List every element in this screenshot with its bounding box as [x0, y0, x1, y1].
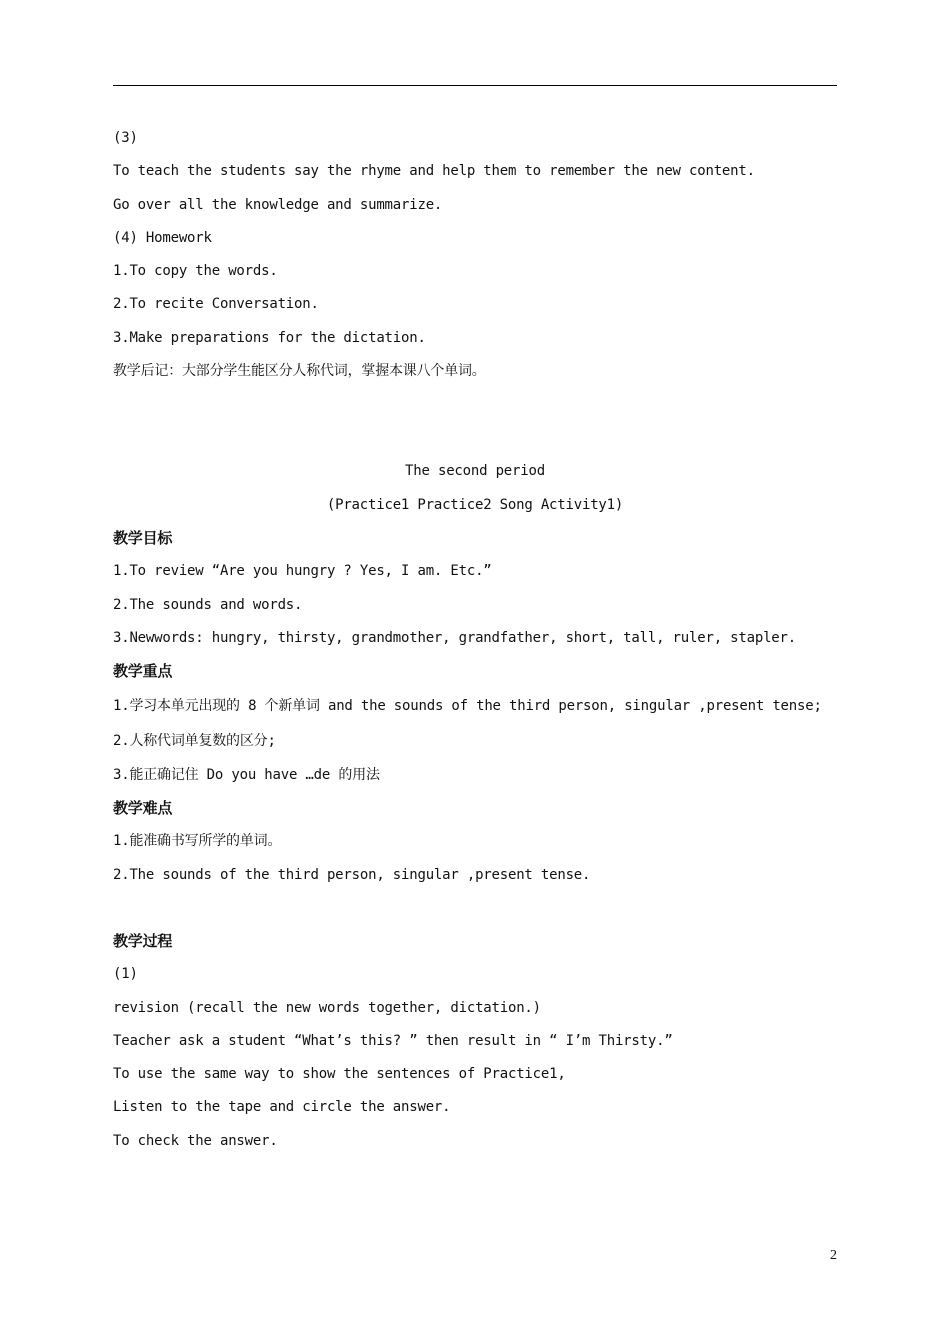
page-number: 2 — [830, 1248, 837, 1263]
text-line: (4) Homework — [113, 229, 212, 246]
text-line: To teach the students say the rhyme and help them to remember the new content. — [113, 163, 755, 180]
process-heading: 教学过程 — [113, 931, 173, 950]
document-body — [113, 122, 837, 1158]
key-point-item: 2.人称代词单复数的区分; — [113, 733, 276, 750]
process-item: (1) — [113, 966, 138, 983]
header-rule — [113, 85, 837, 86]
objectives-heading: 教学目标 — [113, 528, 173, 547]
process-item: Listen to the tape and circle the answer. — [113, 1099, 451, 1116]
difficulty-item: 1.能准确书写所学的单词。 — [113, 833, 282, 850]
teaching-reflection: 教学后记：大部分学生能区分人称代词，掌握本课八个单词。 — [113, 363, 486, 380]
difficulty-item: 2.The sounds of the third person, singular ,present tense. — [113, 866, 591, 883]
key-point-item: 3.能正确记住 Do you have …de 的用法 — [113, 766, 380, 783]
objective-item: 2.The sounds and words. — [113, 596, 303, 613]
key-points-heading: 教学重点 — [113, 662, 173, 681]
process-item: To check the answer. — [113, 1132, 278, 1149]
text-line: Go over all the knowledge and summarize. — [113, 196, 443, 213]
text-line: 3.Make preparations for the dictation. — [113, 329, 426, 346]
text-line: 2.To recite Conversation. — [113, 296, 319, 313]
spacer — [113, 892, 837, 925]
spacer — [113, 388, 837, 455]
text-line: (3) — [113, 130, 138, 146]
objective-item: 3.Newwords: hungry, thirsty, grandmother, grandfather, short, tall, ruler, stapler. — [113, 629, 796, 646]
key-point-item: 1.学习本单元出现的 8 个新单词 and the sounds of the third person, singular ,present tense; — [113, 698, 822, 715]
difficulties-heading: 教学难点 — [113, 799, 173, 818]
text-line: 1.To copy the words. — [113, 263, 278, 280]
objective-item: 1.To review “Are you hungry ? Yes, I am. Etc.” — [113, 563, 492, 580]
process-item: revision (recall the new words together, dictation.) — [113, 999, 541, 1016]
process-item: To use the same way to show the sentences of Practice1, — [113, 1066, 566, 1083]
process-item: Teacher ask a student “What’s this? ” then result in “ I’m Thirsty.” — [113, 1032, 673, 1049]
period-subtitle: (Practice1 Practice2 Song Activity1) — [326, 496, 624, 513]
period-title: The second period — [405, 463, 545, 480]
